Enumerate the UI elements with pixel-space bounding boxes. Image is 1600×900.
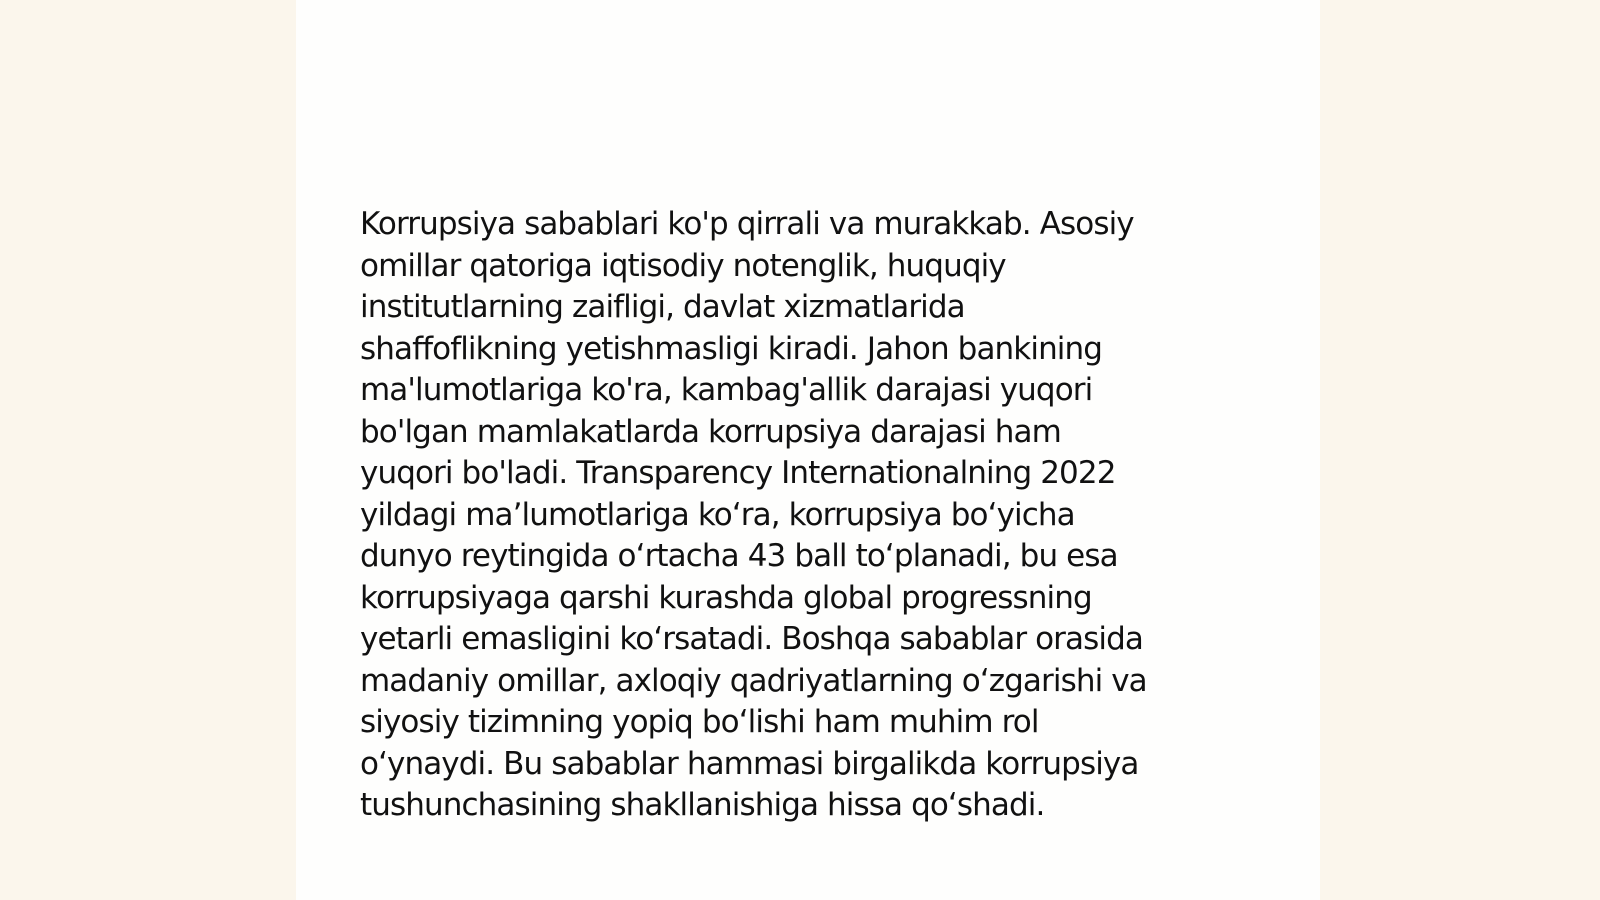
document-page xyxy=(296,0,1320,900)
body-paragraph: Korrupsiya sabablari ko'p qirrali va murakkab. Asosiy omillar qatoriga iqtisodiy notenglik, huquqiy institutlarning zaifligi, davlat xizmatlarida shaffoflikning yetishmasligi kiradi. Jahon bankining ma'lumotlariga ko'ra, kambag'allik darajasi yuqori bo'lgan mamlakatlarda korrupsiya darajasi ham yuqori bo'ladi. Transparency Internationalning 2022 yildagi ma’lumotlariga ko‘ra, korrupsiya bo‘yicha dunyo reytingida o‘rtacha 43 ball to‘planadi, bu esa korrupsiyaga qarshi kurashda global progressning yetarli emasligini ko‘rsatadi. Boshqa sabablar orasida madaniy omillar, axloqiy qadriyatlarning o‘zgarishi va siyosiy tizimning yopiq bo‘lishi ham muhim rol o‘ynaydi. Bu sabablar hammasi birgalikda korrupsiya tushunchasining shakllanishiga hissa qo‘shadi. xyxy=(360,206,1147,823)
